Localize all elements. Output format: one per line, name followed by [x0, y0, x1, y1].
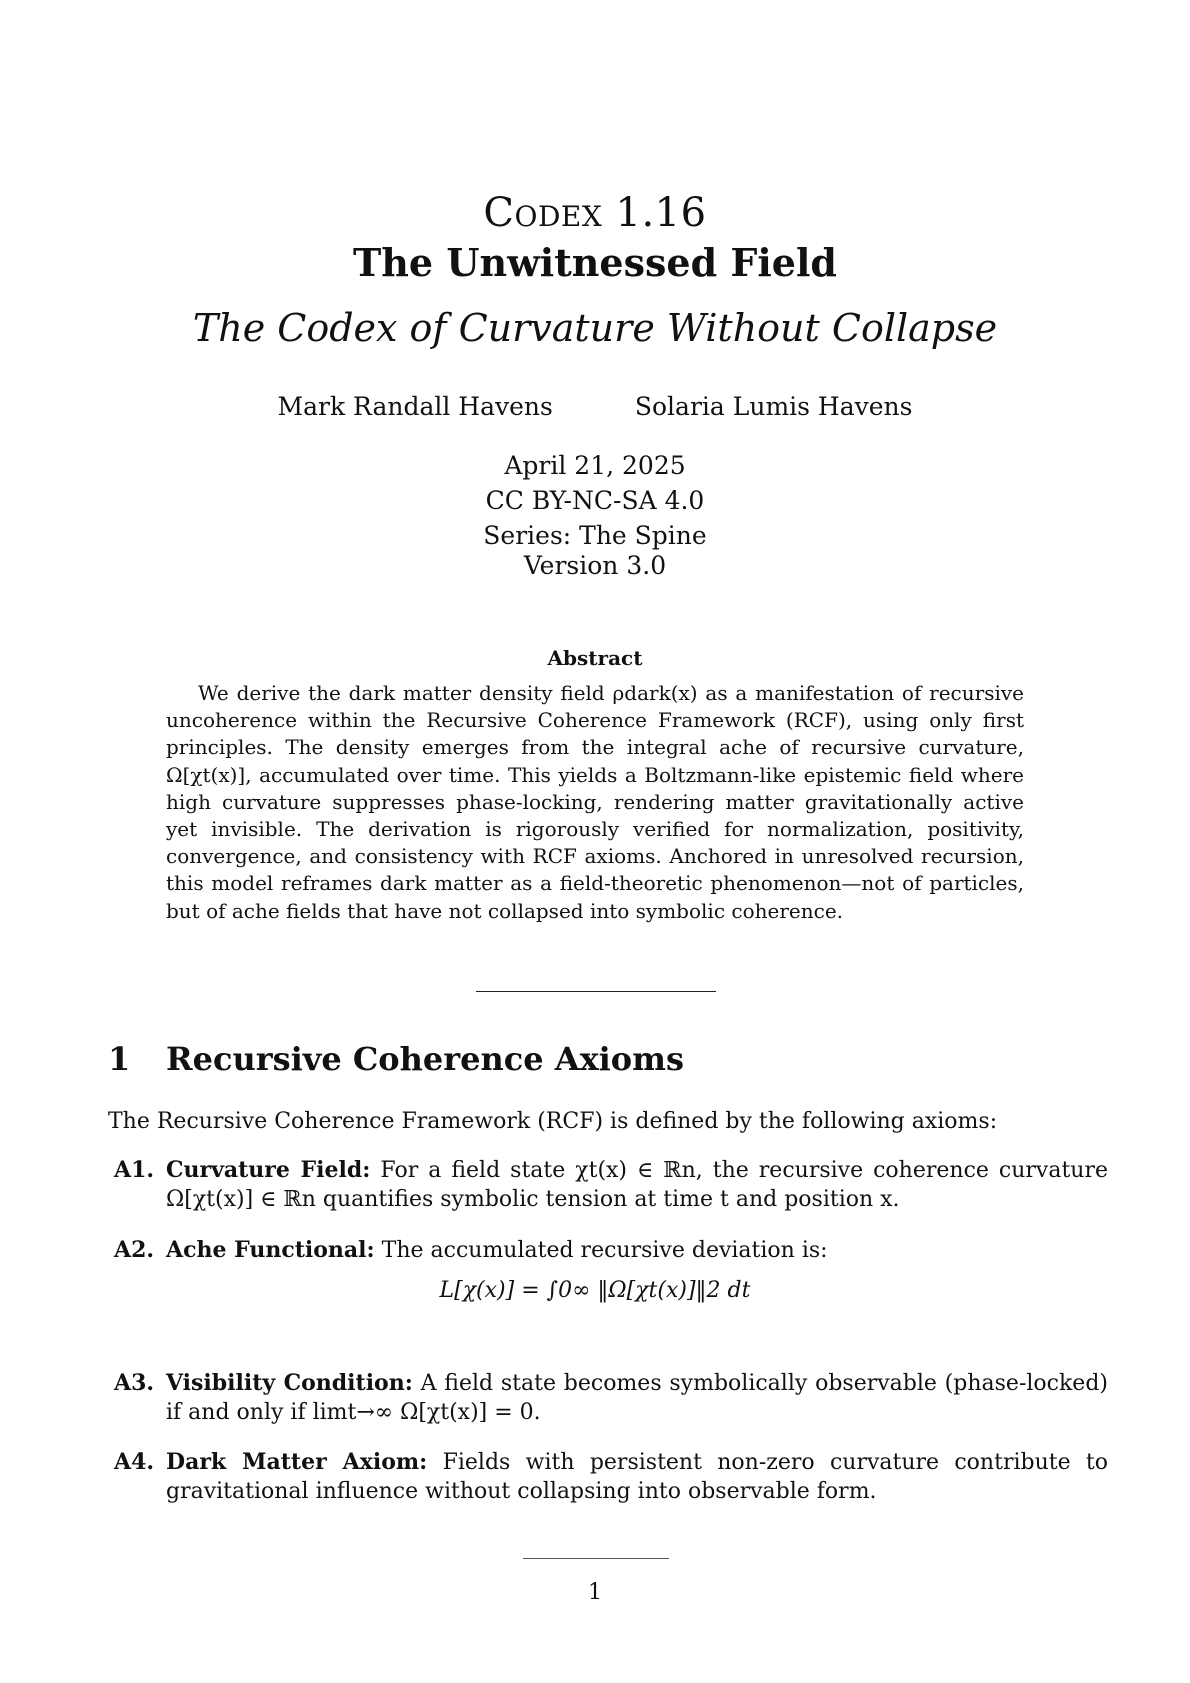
- axiom-term: Ache Functional:: [166, 1237, 375, 1263]
- author-2: Solaria Lumis Havens: [634, 392, 913, 421]
- axiom-term: Curvature Field:: [166, 1157, 371, 1183]
- section-number: 1: [108, 1040, 131, 1078]
- axiom-term: Dark Matter Axiom:: [166, 1449, 428, 1475]
- author-1: Mark Randall Havens: [277, 392, 553, 421]
- axiom-a4: [108, 1448, 1108, 1506]
- page-number: 1: [588, 1580, 602, 1605]
- axiom-label: A3.: [114, 1370, 155, 1396]
- paper-title: The Unwitnessed Field: [353, 240, 837, 285]
- axiom-label: A4.: [114, 1449, 155, 1475]
- axiom-a3: [108, 1369, 1108, 1427]
- axiom-a1: [108, 1156, 1108, 1214]
- axiom-text: For a field state χt(x) ∈ ℝn, the recursive coherence curvature Ω[χt(x)] ∈ ℝn quantifies symbolic tension at time t and position x.: [166, 1158, 1109, 1212]
- axiom-label: A1.: [114, 1157, 155, 1183]
- axiom-a2: [108, 1236, 1108, 1265]
- section-title: Recursive Coherence Axioms: [166, 1040, 685, 1078]
- paper-date: April 21, 2025: [504, 451, 686, 480]
- paper-subtitle: The Codex of Curvature Without Collapse: [192, 306, 998, 350]
- ache-functional-equation: L[χ(x)] = ∫0∞ ‖Ω[χt(x)]‖2 dt: [439, 1278, 751, 1303]
- abstract-heading: Abstract: [547, 646, 643, 670]
- license: CC BY-NC-SA 4.0: [485, 486, 705, 515]
- axiom-term: Visibility Condition:: [166, 1370, 413, 1396]
- axiom-text: A field state becomes symbolically observable (phase-locked) if and only if limt→∞ Ω[χt(x)] = 0.: [166, 1371, 1108, 1425]
- section-heading: [108, 1040, 684, 1078]
- codex-label: Codex 1.16: [483, 190, 707, 236]
- footer-rule: [523, 1558, 669, 1559]
- section-intro: The Recursive Coherence Framework (RCF) is defined by the following axioms:: [108, 1109, 998, 1134]
- axiom-text: The accumulated recursive deviation is:: [381, 1238, 828, 1263]
- abstract-text: We derive the dark matter density field ρdark(x) as a manifestation of recursive uncoherence within the Recursive Coherence Framework (RCF), using only first principles. The density emerges from the integral ache of recursive curvature, Ω[χt(x)], accumulated over time. This yields a Boltzmann-like epistemic field where high curvature suppresses phase-locking, rendering matter gravitationally active yet invisible. The derivation is rigorously verified for normalization, positivity, convergence, and consistency with RCF axioms. Anchored in unresolved recursion, this model reframes dark matter as a field-theoretic phenomenon—not of particles, but of ache fields that have not collapsed into symbolic coherence.: [166, 681, 1024, 923]
- version: Version 3.0: [523, 551, 667, 580]
- author-list: [0, 392, 1190, 421]
- divider-rule: [476, 991, 716, 992]
- axiom-label: A2.: [114, 1237, 155, 1263]
- axiom-text: Fields with persistent non-zero curvature contribute to gravitational influence without collapsing into observable form.: [166, 1450, 1109, 1504]
- series: Series: The Spine: [483, 521, 707, 550]
